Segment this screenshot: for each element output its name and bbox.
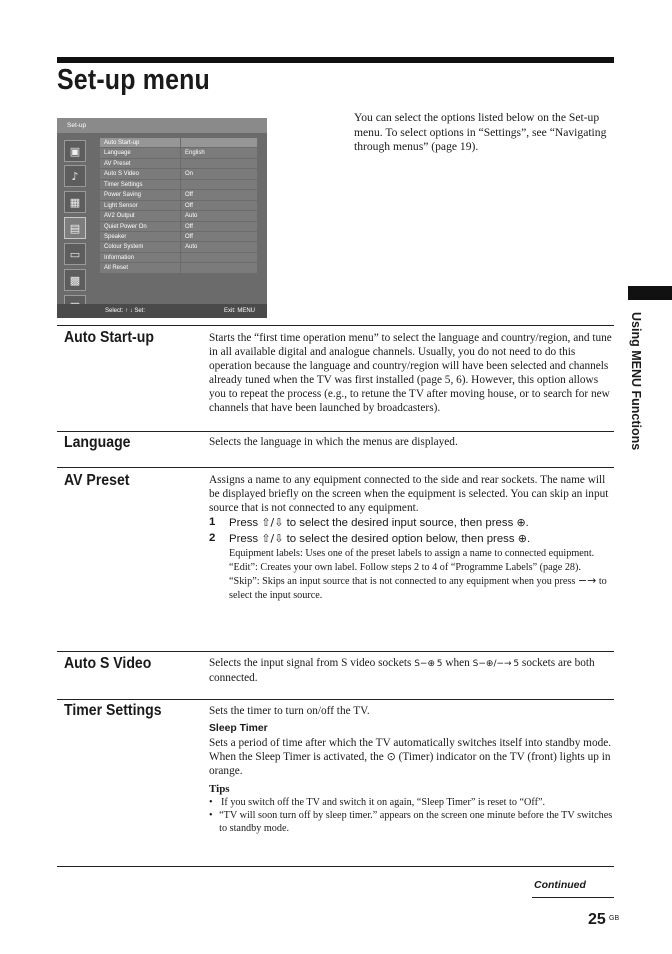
menu-footer-select: Select: ↑ ↓ Set: — [105, 308, 146, 314]
menu-row[interactable] — [100, 190, 257, 200]
menu-row[interactable] — [100, 253, 257, 263]
continued-label: Continued — [534, 879, 586, 891]
menu-row[interactable] — [100, 159, 257, 169]
menu-row-value — [181, 138, 257, 148]
menu-row-value: Off — [181, 201, 257, 211]
heading-av-preset: AV Preset — [64, 472, 130, 489]
menu-row-value — [181, 263, 257, 273]
tip-item: • If you switch off the TV and switch it on again, “Sleep Timer” is reset to “Off”. — [209, 797, 546, 808]
menu-row[interactable] — [100, 138, 257, 148]
up-down-arrow-icon: ⇧/⇩ — [261, 532, 284, 545]
section-rule — [57, 651, 614, 652]
menu-row-value — [181, 159, 257, 169]
tip-item: • “TV will soon turn off by sleep timer.” appears on the screen one minute before the TV switches to standby mode. — [209, 810, 613, 834]
menu-row-value: Off — [181, 232, 257, 242]
menu-row-value: English — [181, 148, 257, 158]
s-video-socket-icon: S−⊕/−→ 5 — [472, 659, 520, 669]
menu-row-value: Off — [181, 190, 257, 200]
menu-row-value — [181, 180, 257, 190]
intro-text: You can select the options listed below on the Set-up menu. To select options in “Settings”, see “Navigating through menus” (page 19). — [354, 111, 607, 153]
s-video-socket-icon: S−⊕ 5 — [414, 659, 443, 669]
menu-row-value: Auto — [181, 242, 257, 252]
menu-row-label: Colour System — [100, 242, 180, 252]
menu-footer — [57, 304, 267, 318]
enter-button-icon: ⊕ — [516, 516, 526, 529]
menu-row-label: Timer Settings — [100, 180, 180, 190]
menu-row[interactable] — [100, 242, 257, 252]
continued-rule — [532, 897, 614, 898]
heading-language: Language — [64, 434, 131, 451]
menu-row-label: Light Sensor — [100, 201, 180, 211]
text-language: Selects the language in which the menus are displayed. — [209, 436, 458, 448]
menu-row-label: Language — [100, 148, 180, 158]
menu-rows — [100, 138, 257, 274]
note-skip: “Skip”: Skips an input source that is not connected to any equipment when you press −→ to select the input source. — [229, 574, 607, 601]
subheading-sleep-timer: Sleep Timer — [209, 723, 268, 734]
enter-button-icon: ⊕ — [517, 532, 527, 545]
menu-icon-column — [60, 135, 90, 315]
menu-row[interactable] — [100, 169, 257, 179]
menu-row-label: Auto Start-up — [100, 138, 180, 148]
text-auto-s-video: Selects the input signal from S video sockets S−⊕ 5 when S−⊕/−→ 5 sockets are both connected. — [209, 657, 595, 684]
menu-row-value — [181, 253, 257, 263]
menu-row-label: Auto S Video — [100, 169, 180, 179]
menu-row-value: Auto — [181, 211, 257, 221]
music-note-icon: ♪ — [64, 165, 86, 187]
timer-icon: ⊙ — [386, 750, 396, 763]
side-label: Using MENU Functions — [629, 312, 643, 451]
heading-timer-settings: Timer Settings — [64, 702, 162, 719]
menu-row[interactable] — [100, 211, 257, 221]
note-edit: “Edit”: Creates your own label. Follow steps 2 to 4 of “Programme Labels” (page 28). — [229, 561, 581, 573]
menu-row[interactable] — [100, 263, 257, 273]
page-title: Set-up menu — [57, 64, 210, 96]
setup-menu-screenshot — [57, 118, 267, 318]
laptop-icon: ▭ — [64, 243, 86, 265]
page-number: 25 — [588, 911, 606, 928]
menu-row-value: On — [181, 169, 257, 179]
note-equipment-labels: Equipment labels: Uses one of the preset labels to assign a name to connected equipment. — [229, 548, 595, 559]
menu-row-label: Information — [100, 253, 180, 263]
menu-row[interactable] — [100, 201, 257, 211]
av-preset-body — [209, 473, 613, 602]
section-rule — [57, 699, 614, 700]
up-down-arrow-icon: ⇧/⇩ — [261, 516, 284, 529]
menu-footer-exit: Exit: MENU — [223, 308, 255, 314]
menu-row-label: Power Saving — [100, 190, 180, 200]
section-rule — [57, 866, 614, 867]
menu-row-label: AV Preset — [100, 159, 180, 169]
menu-row[interactable] — [100, 180, 257, 190]
text-timer-settings: Sets the timer to turn on/off the TV. — [209, 705, 370, 717]
step-1: 1 Press ⇧/⇩ to select the desired input source, then press ⊕. — [209, 516, 529, 529]
timer-settings-body — [209, 704, 613, 835]
text-sleep-1: Sets a period of time after which the TV automatically switches itself into standby mode. — [209, 737, 612, 749]
page-suffix: GB — [609, 915, 620, 922]
menu-row[interactable] — [100, 232, 257, 242]
menu-row[interactable] — [100, 148, 257, 158]
title-rule — [57, 57, 614, 63]
picture-icon: ▣ — [64, 140, 86, 162]
heading-auto-s-video: Auto S Video — [64, 655, 152, 672]
setup-icon: ▤ — [64, 217, 86, 239]
section-rule — [57, 431, 614, 432]
menu-row-label: Speaker — [100, 232, 180, 242]
grid-icon: ▦ — [64, 191, 86, 213]
side-tab-marker — [628, 286, 672, 300]
menu-header: Set-up — [57, 118, 267, 133]
text-sleep-2: When the Sleep Timer is activated, the ⊙ (Timer) indicator on the TV (front) lights up in orange. — [209, 750, 611, 777]
section-rule — [57, 467, 614, 468]
menu-row-label: Quiet Power On — [100, 222, 180, 232]
text-auto-startup: Starts the “first time operation menu” to select the language and country/region, and tune in all available digital and analogue channels. Usually, you do not need to do this operation because the language and country/region will have been selected and channels already tuned when the TV was first installed (page 5, 6). However, this option allows you to repeat the process (e.g., to retune the TV after moving house, or to search for new channels that have been launched by broadcasters). — [209, 332, 612, 414]
menu-row[interactable] — [100, 222, 257, 232]
menu-row-value: Off — [181, 222, 257, 232]
text-av-preset: Assigns a name to any equipment connected to the side and rear sockets. The name will be displayed briefly on the screen when the equipment is selected. You can skip an input source that is not connected to any equipment. — [209, 474, 609, 514]
tips-heading: Tips — [209, 783, 230, 795]
menu-row-label: All Reset — [100, 263, 180, 273]
menu-row-label: AV2 Output — [100, 211, 180, 221]
section-rule — [57, 325, 614, 326]
heading-auto-startup: Auto Start-up — [64, 329, 154, 346]
step-2: 2 Press ⇧/⇩ to select the desired option below, then press ⊕. — [209, 532, 531, 545]
input-select-icon: −→ — [577, 574, 597, 587]
pc-icon: ▩ — [64, 269, 86, 291]
